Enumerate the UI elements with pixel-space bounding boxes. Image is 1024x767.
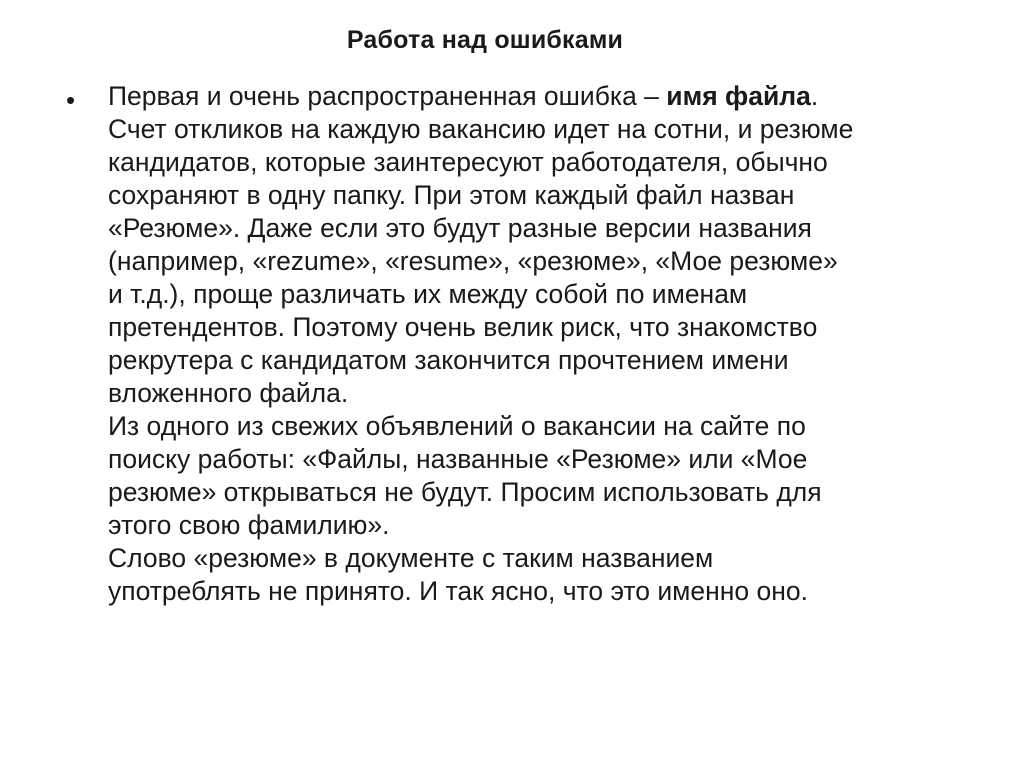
text-line: поиску работы: «Файлы, названные «Резюме» или «Мое (108, 444, 808, 474)
text-line: рекрутера с кандидатом закончится прочтением имени (108, 345, 789, 375)
bullet-text (108, 80, 1008, 608)
text-line: этого свою фамилию». (108, 510, 390, 540)
text-line: употреблять не принято. И так ясно, что это именно оно. (108, 576, 808, 606)
text-line: и т.д.), проще различать их между собой по именам (108, 279, 748, 309)
text-line: Счет откликов на каждую вакансию идет на сотни, и резюме (108, 114, 854, 144)
text-line: кандидатов, которые заинтересуют работодателя, обычно (108, 147, 828, 177)
text-line (108, 80, 1008, 113)
text-line: Слово «резюме» в документе с таким названием (108, 543, 714, 573)
text-line: (например, «rezume», «resume», «резюме», «Мое резюме» (108, 246, 838, 276)
text-run: Первая и очень распространенная ошибка – (108, 81, 667, 111)
text-line: сохраняют в одну папку. При этом каждый файл назван (108, 180, 795, 210)
slide-title: Работа над ошибками (346, 26, 624, 54)
bullet-icon: • (66, 85, 76, 115)
text-line: Из одного из свежих объявлений о вакансии на сайте по (108, 411, 806, 441)
emphasis-file-name: имя файла (666, 81, 811, 111)
text-line: вложенного файла. (108, 378, 349, 408)
text-line: претендентов. Поэтому очень велик риск, что знакомство (108, 312, 818, 342)
text-line: «Резюме». Даже если это будут разные версии названия (108, 213, 812, 243)
text-run: . (810, 81, 819, 111)
text-line: резюме» открываться не будут. Просим использовать для (108, 477, 822, 507)
